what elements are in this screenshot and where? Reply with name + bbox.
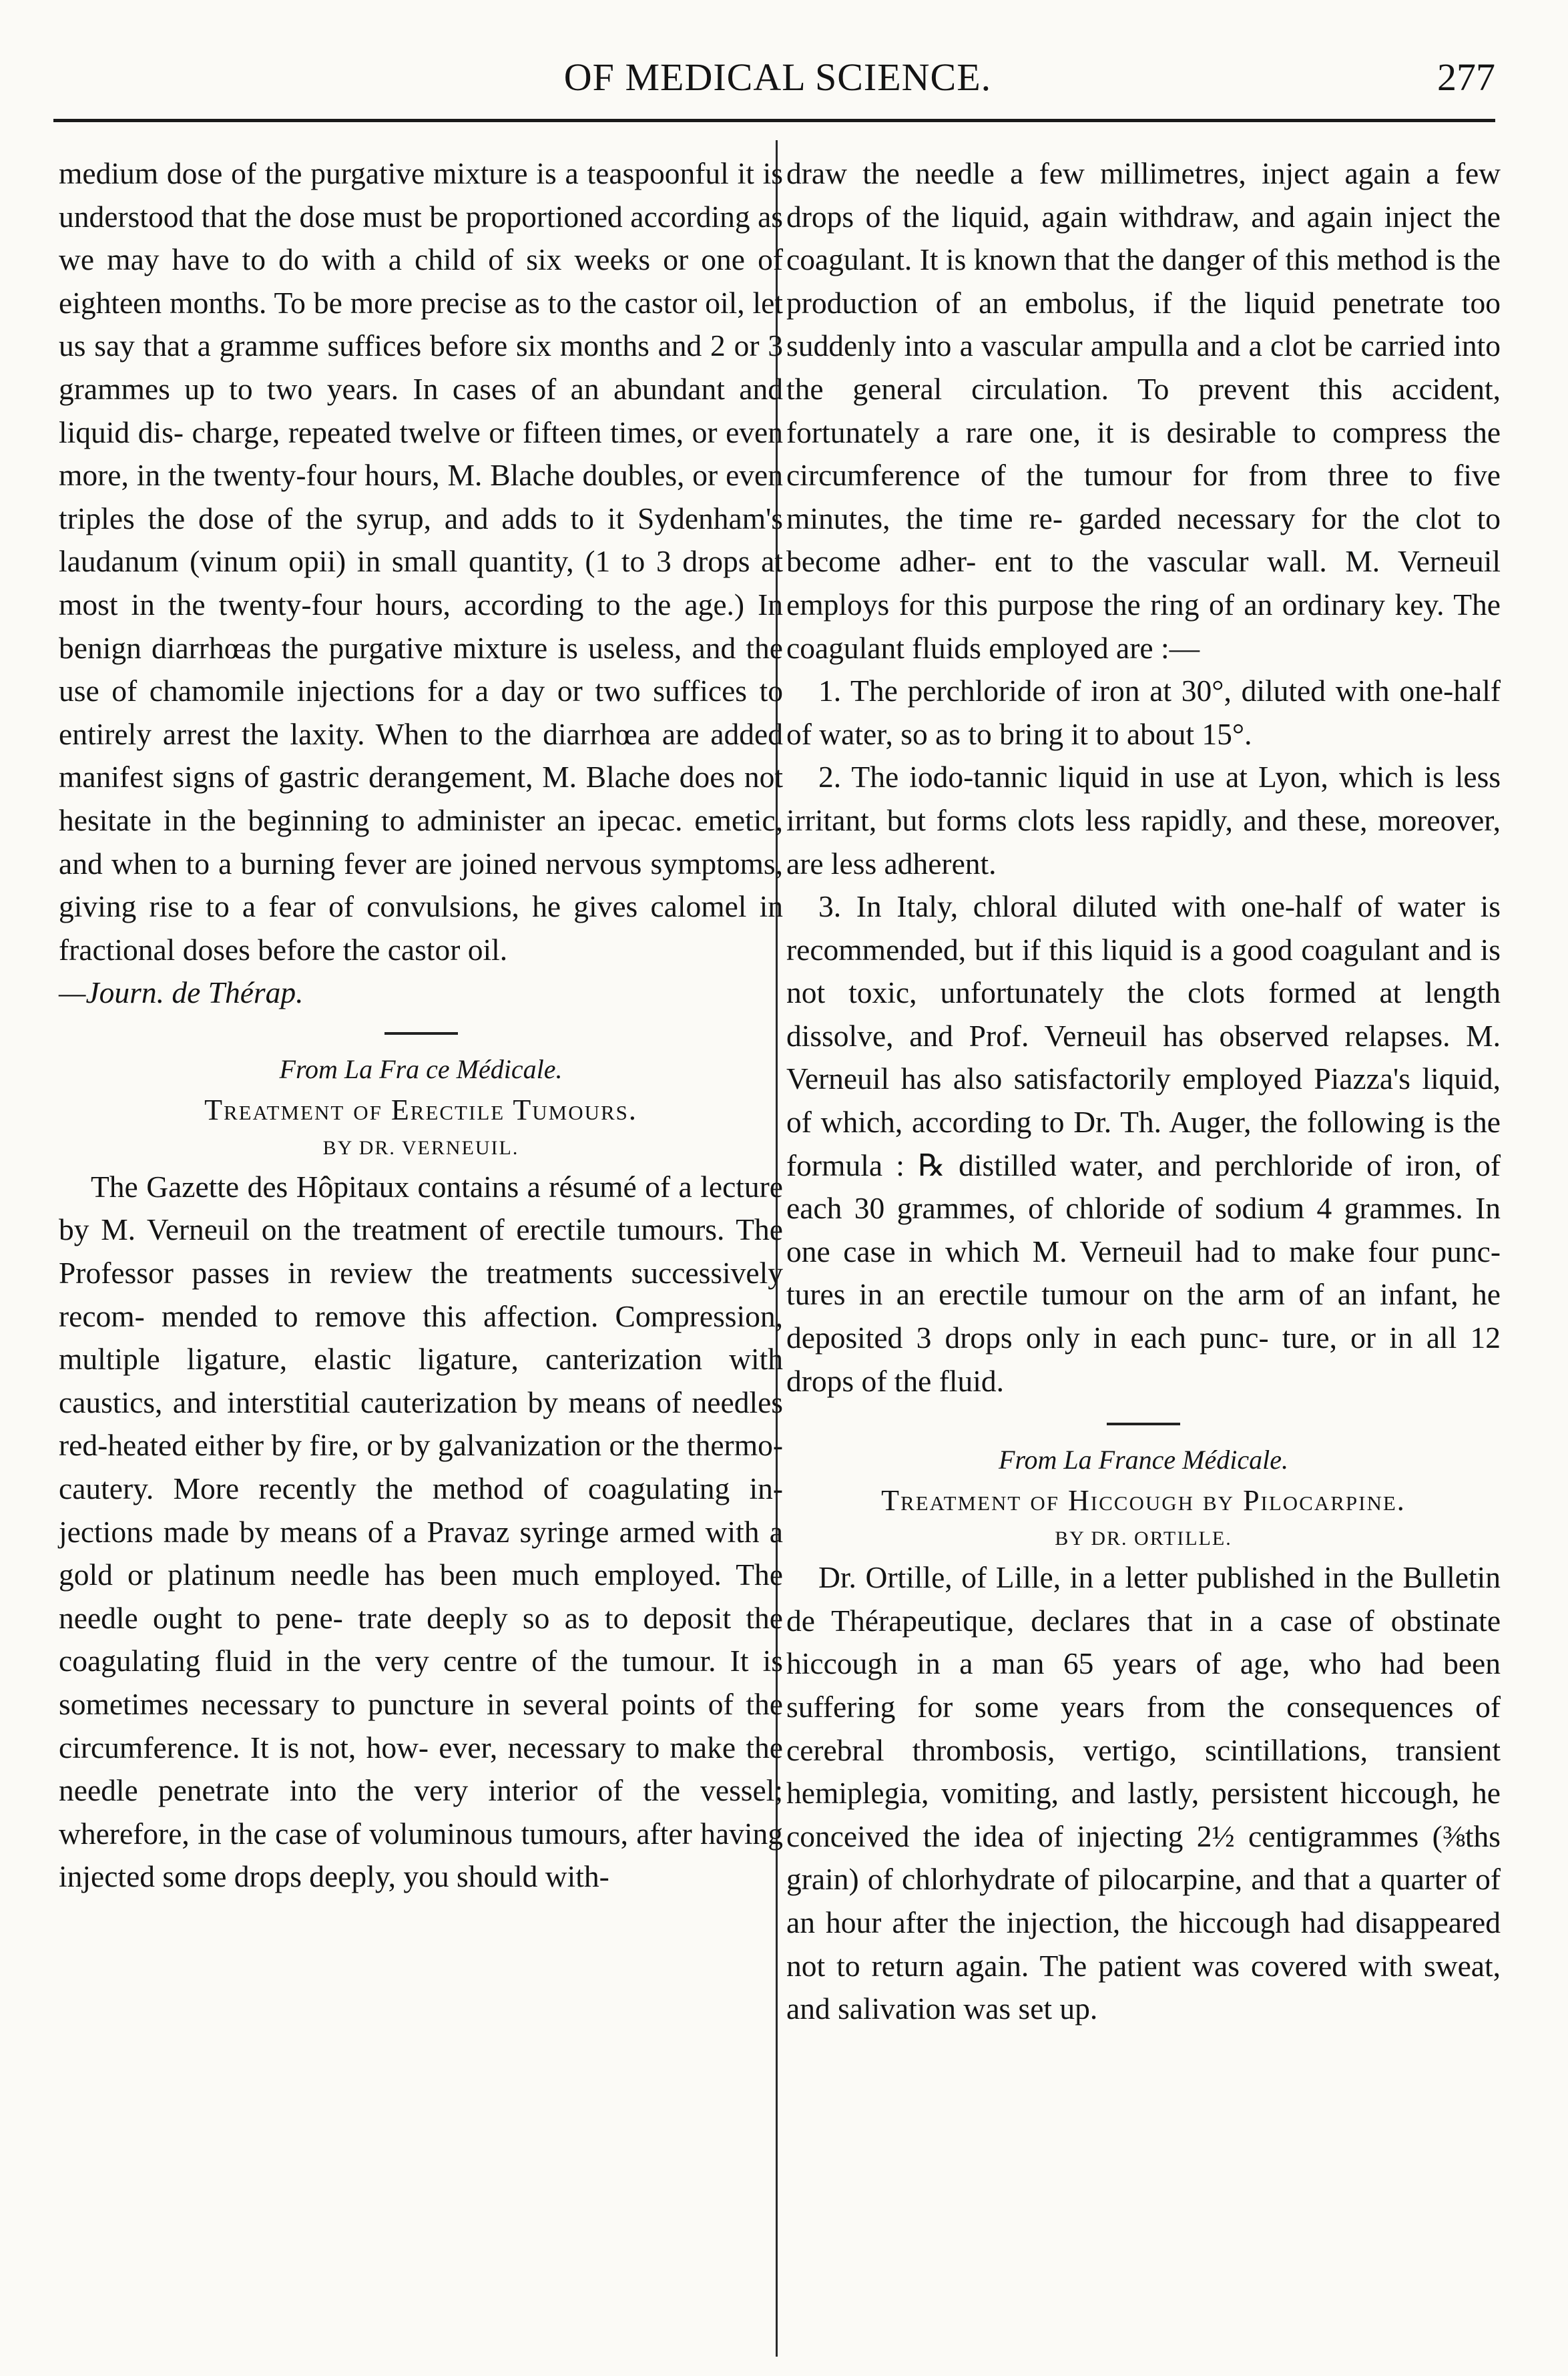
citation-text: —Journ. de Thérap. — [59, 975, 304, 1010]
text-line: ent to the vascular wall. M. Verneuil employs — [786, 544, 1501, 622]
text-line: ture, or in all 12 drops of the fluid. — [786, 1321, 1501, 1398]
text-line: case of obstinate hiccough in a man 65 years of — [786, 1603, 1501, 1681]
numbered-item-1 — [786, 670, 1501, 756]
source-text: From La France Médicale. — [999, 1445, 1288, 1475]
text-line: More recently the method of coagulating in- — [173, 1471, 784, 1506]
header-rule — [53, 119, 1495, 122]
article-title: Treatment of Erectile Tumours. — [204, 1093, 637, 1126]
text-line: ever, necessary to make the needle penetrate — [59, 1730, 783, 1808]
text-line: mended to remove this affection. Compression, — [161, 1298, 783, 1333]
text-line: In benign diarrhœas the purgative mixture is — [59, 587, 784, 665]
text-line: review the treatments successively recom- — [59, 1256, 784, 1333]
continued-paragraph — [59, 152, 783, 971]
source-text: From La Fra ce Médicale. — [279, 1053, 563, 1084]
text-line: 1. The perchloride of iron at 30°, diluted — [818, 674, 1326, 708]
text-line: the Bulletin de Thérapeutique, declares that in a — [786, 1560, 1501, 1638]
article-byline: BY DR. VERNEUIL. — [322, 1136, 519, 1159]
text-line: which is less irritant, but forms clots less — [786, 760, 1501, 837]
text-line: years. In cases of an abundant and liquid dis- — [59, 371, 783, 449]
text-line: points of the circumference. It is not, how- — [59, 1687, 783, 1764]
text-line: The coagulant fluids employed are :— — [786, 587, 1501, 665]
article-paragraph — [786, 1556, 1501, 2031]
text-line: into a vascular ampulla and a clot be carried — [904, 328, 1445, 363]
text-line: good coagulant and is not toxic, unfortunately — [786, 932, 1501, 1010]
citation — [59, 971, 783, 1015]
text-line: disappeared not to return again. The patient — [786, 1905, 1501, 1983]
text-line: the consequences of cerebral thrombosis, vertigo, — [786, 1690, 1501, 1767]
text-line: of chloride of sodium 4 grammes. In one case — [786, 1191, 1501, 1268]
page-header — [0, 0, 1568, 134]
right-column — [786, 152, 1501, 2031]
text-line: be proportioned according as we may have to — [59, 199, 784, 277]
text-line: administer an ipecac. emetic, and when to a — [59, 802, 783, 881]
text-line: charge, repeated twelve or fifteen times, or even — [192, 415, 783, 449]
running-title: OF MEDICAL SCIENCE. — [563, 55, 992, 99]
text-line: idea of injecting 2½ centigrammes (⅜ths grain) — [786, 1819, 1501, 1897]
text-line: with one-half of water, so as to bring it to — [786, 674, 1501, 751]
article-title: Treatment of Hiccough by Pilocarpine. — [881, 1484, 1406, 1517]
text-line: calomel in fractional doses before the castor oil. — [59, 889, 784, 967]
text-line: burning fever are joined nervous symptoms, — [240, 846, 783, 881]
text-line: for this purpose the ring of an ordinary key. — [898, 587, 1445, 622]
text-line: multiple ligature, elastic ligature, canterization — [59, 1342, 702, 1377]
numbered-item-3 — [786, 885, 1501, 1403]
text-line: to compress the circumference of the tumour — [786, 415, 1501, 493]
text-line: more, in the twenty-four hours, M. Blache — [59, 458, 575, 493]
numbered-item-2 — [786, 756, 1501, 885]
text-line: accident, fortunately a rare one, it is desirable — [786, 371, 1501, 449]
text-line: and adds to it Sydenham's laudanum (vinum — [59, 501, 784, 579]
text-line: sometimes necessary to puncture in several — [59, 1687, 609, 1721]
text-line: for a day or two suffices to entirely arrest — [59, 674, 783, 751]
text-line: about 15°. — [1126, 716, 1252, 751]
text-line: of an hour after the injection, the hiccough had — [786, 1862, 1501, 1939]
article-source — [786, 1440, 1501, 1480]
text-line: teaspoonful it is understood that the dose must — [59, 156, 784, 234]
text-line: rapidly, and these, moreover, are less adherent. — [786, 802, 1501, 881]
text-line: Blache does not hesitate in the beginning to — [59, 760, 784, 837]
text-line: opii) in small quantity, (1 to 3 drops at most in — [59, 544, 783, 622]
article-byline: BY DR. ORTILLE. — [1055, 1527, 1232, 1550]
text-line: injected some drops deeply, you should with- — [59, 1859, 609, 1894]
text-line: months. To be more precise as to the castor — [170, 285, 698, 320]
article-source — [59, 1049, 783, 1090]
text-line: lastly, persistent hiccough, he conceived the — [786, 1776, 1501, 1853]
text-line: the clots formed at length dissolve, and Prof. — [786, 975, 1501, 1053]
text-line: into the very interior of the vessel; wherefore, — [59, 1773, 783, 1851]
left-column — [59, 152, 783, 1899]
text-line: by means of needles red-heated either by fire, — [59, 1385, 783, 1463]
text-line: a few drops of the liquid, again withdraw, and — [786, 156, 1501, 234]
text-line: medium dose of the purgative mixture is a — [59, 156, 579, 190]
text-line: age, who had been suffering for some years from — [786, 1646, 1501, 1724]
text-line: manifest signs of gastric derangement, M. — [59, 760, 577, 794]
text-line: the laxity. When to the diarrhœa are added — [241, 716, 783, 751]
text-line: in the case of voluminous tumours, after having — [198, 1816, 783, 1851]
text-line: 3. In Italy, chloral diluted with one-half of — [818, 889, 1383, 924]
text-line: has also satisfactorily employed Piazza's liquid, — [900, 1061, 1501, 1096]
text-line: armed with a gold or platinum needle has been — [59, 1514, 784, 1592]
text-line: oil, let us say that a gramme suffices before — [59, 285, 784, 363]
text-line: fluid in the very centre of the tumour. It is — [214, 1644, 784, 1678]
text-line: was covered with sweat, and salivation was set up. — [786, 1948, 1501, 2026]
text-line: do with a child of six weeks or one of eighteen — [59, 242, 783, 320]
text-line: the twenty-four hours, according to the age.) — [168, 587, 745, 622]
text-line: of a lecture by M. Verneuil on the treatment — [59, 1169, 783, 1247]
text-line: The Gazette des Hôpitaux contains a résumé — [91, 1169, 637, 1204]
text-line: draw the needle a few millimetres, inject again — [786, 156, 1410, 190]
text-line: of which, according to Dr. Th. Auger, the — [786, 1105, 1298, 1140]
text-line: tures in an erectile tumour on the arm of an — [786, 1277, 1366, 1312]
text-line: in which M. Verneuil had to make four punc- — [908, 1234, 1501, 1268]
text-line: for from three to five minutes, the time re- — [786, 458, 1501, 535]
text-line: an embolus, if the liquid penetrate too suddenly — [786, 285, 1501, 363]
text-line: or by galvanization or the thermo-cautery. — [59, 1428, 783, 1506]
text-line: scintillations, transient hemiplegia, vomiting, and — [786, 1732, 1501, 1811]
text-line: into the general circulation. To prevent this — [786, 328, 1501, 406]
page-number: 277 — [1437, 55, 1495, 99]
text-line: Verneuil has observed relapses. M. Verneuil — [786, 1018, 1501, 1096]
text-line: again inject the coagulant. It is known that — [786, 199, 1501, 277]
text-line: garded necessary for the clot to become adher- — [786, 501, 1501, 579]
text-line: jections made by means of a Pravaz syringe — [59, 1514, 609, 1549]
continued-paragraph — [786, 152, 1501, 670]
text-line: with caustics, and interstitial cauterization — [59, 1342, 783, 1419]
text-line: six months and 2 or 3 grammes up to two — [59, 328, 784, 406]
text-line: giving rise to a fear of convulsions, he gives — [59, 889, 638, 924]
text-line: much employed. The needle ought to pene- — [59, 1558, 783, 1635]
text-line: doubles, or even triples the dose of the syrup, — [59, 458, 783, 535]
text-line: following is the formula : ℞ distilled water, — [786, 1105, 1501, 1182]
text-line: useless, and the use of chamomile injections — [59, 630, 783, 708]
text-line: water is recommended, but if this liquid is a — [786, 889, 1501, 967]
text-line: Dr. Ortille, of Lille, in a letter published in — [818, 1560, 1348, 1595]
text-line: of erectile tumours. The Professor passes in — [59, 1212, 783, 1290]
text-line: the danger of this method is the production of — [786, 242, 1501, 320]
article-paragraph — [59, 1166, 783, 1899]
text-line: infant, he deposited 3 drops only in each punc- — [786, 1277, 1501, 1355]
text-line: 2. The iodo-tannic liquid in use at Lyon, — [818, 760, 1328, 794]
text-line: of chlorhydrate of pilocarpine, and that a quarter — [867, 1862, 1467, 1897]
text-line: and perchloride of iron, of each 30 grammes, — [786, 1148, 1501, 1226]
text-line: trate deeply so as to deposit the coagulating — [59, 1600, 783, 1678]
